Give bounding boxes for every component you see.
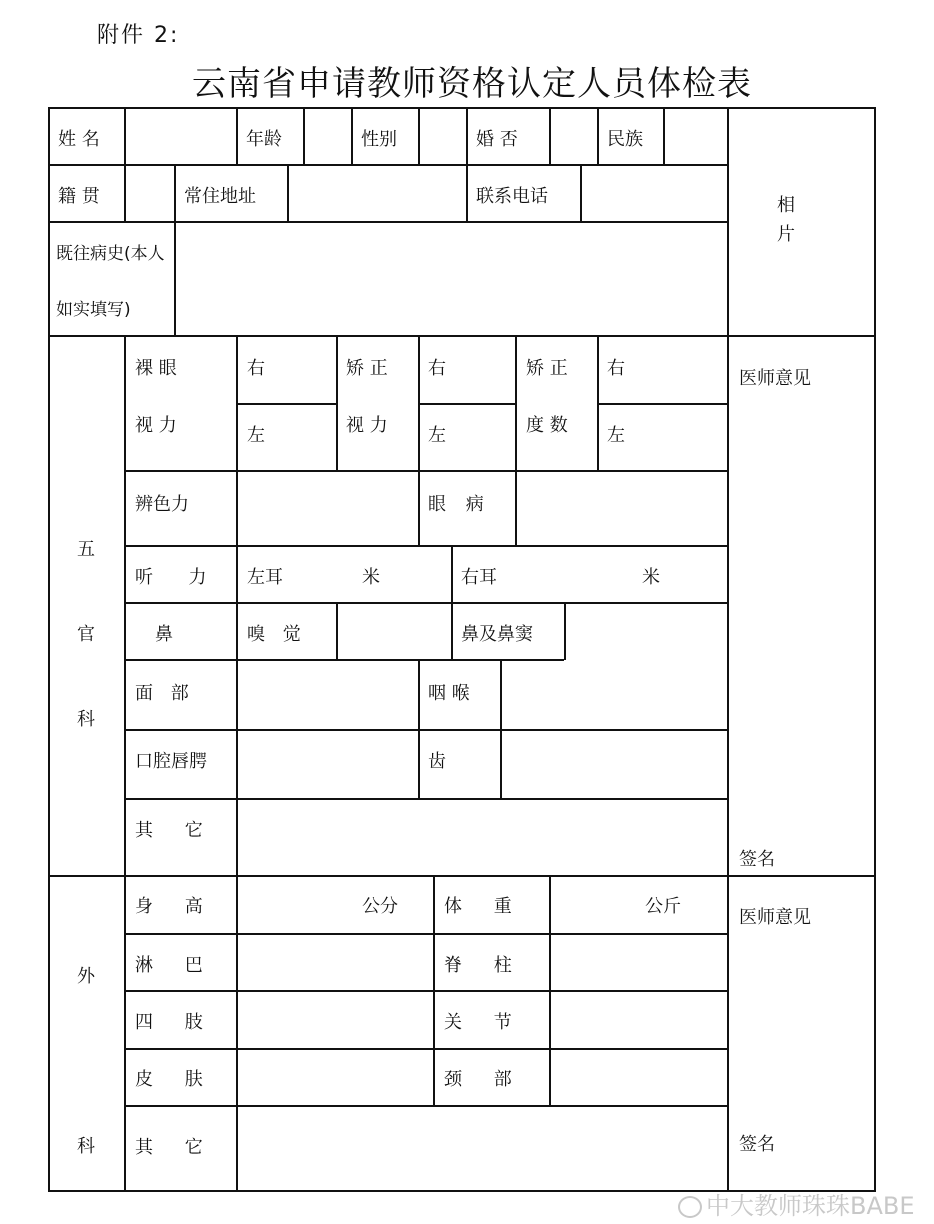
col-line [500, 659, 502, 799]
col-line [580, 164, 582, 222]
label-skin: 皮 肤 [135, 1069, 203, 1090]
col-line [174, 164, 176, 336]
label-naked-vision-1: 裸 眼 [135, 358, 177, 379]
row-line [124, 545, 728, 547]
label-name: 姓 名 [58, 129, 100, 150]
label-teeth: 齿 [428, 751, 446, 772]
label-left-ear: 左耳 [247, 567, 283, 588]
col-line [564, 602, 566, 660]
label-phone: 联系电话 [476, 186, 548, 207]
row-line [124, 729, 728, 731]
col-line [597, 107, 599, 165]
label-signature: 签名 [739, 849, 775, 870]
col-line [351, 107, 353, 165]
col-line [287, 164, 289, 222]
label-left: 左 [428, 425, 446, 446]
label-age: 年龄 [246, 129, 282, 150]
label-left: 左 [247, 425, 265, 446]
section-char: 科 [77, 1136, 95, 1157]
col-line [466, 107, 468, 222]
unit-meter: 米 [362, 567, 380, 588]
col-line [418, 659, 420, 799]
label-gender: 性别 [361, 129, 397, 150]
section-char: 外 [77, 966, 95, 987]
label-nose-sinus: 鼻及鼻窦 [461, 624, 533, 645]
border-right [874, 107, 876, 1192]
attachment-label: 附件 2: [97, 23, 180, 48]
col-line [451, 545, 453, 660]
label-corrected-vision-1: 矫 正 [346, 358, 388, 379]
label-corrected-vision-2: 视 力 [346, 415, 388, 436]
section-line-ent [48, 335, 876, 337]
col-line [663, 107, 665, 165]
label-doctor-opinion: 医师意见 [739, 368, 811, 389]
section-char: 官 [77, 624, 95, 645]
row-line [124, 470, 728, 472]
col-line [303, 107, 305, 165]
col-line [418, 335, 420, 546]
unit-cm: 公分 [362, 896, 398, 917]
watermark [678, 1186, 915, 1221]
form-title: 云南省申请教师资格认定人员体检表 [192, 64, 752, 104]
label-joints: 关 节 [444, 1012, 512, 1033]
weibo-icon [678, 1196, 702, 1218]
label-right: 右 [607, 358, 625, 379]
col-line [549, 875, 551, 1106]
label-correction-degree-1: 矫 正 [526, 358, 568, 379]
label-other: 其 它 [135, 1137, 203, 1158]
row-line [124, 602, 728, 604]
label-left: 左 [607, 425, 625, 446]
label-right: 右 [428, 358, 446, 379]
label-signature: 签名 [739, 1134, 775, 1155]
label-address: 常住地址 [184, 186, 256, 207]
row-line [48, 164, 728, 166]
label-eye-disease: 眼 病 [428, 494, 484, 515]
label-smell: 嗅 觉 [247, 624, 301, 645]
row-line [124, 1048, 728, 1050]
section-char: 五 [77, 539, 95, 560]
border-top [48, 107, 876, 109]
col-line-opinion [727, 107, 729, 1192]
row-line [418, 403, 516, 405]
label-color-vision: 辨色力 [135, 494, 189, 515]
label-throat: 咽 喉 [428, 683, 470, 704]
section-line-surgery [48, 875, 876, 877]
label-nose: 鼻 [155, 624, 173, 645]
label-photo-2: 片 [777, 224, 795, 245]
label-naked-vision-2: 视 力 [135, 415, 177, 436]
label-marital: 婚 否 [476, 129, 518, 150]
row-line [598, 403, 728, 405]
label-height: 身 高 [135, 896, 203, 917]
row-line [124, 933, 728, 935]
row-line [124, 659, 564, 661]
col-line [336, 335, 338, 471]
label-photo-1: 相 [777, 195, 795, 216]
label-face: 面 部 [135, 683, 189, 704]
label-other: 其 它 [135, 820, 203, 841]
row-line [48, 221, 728, 223]
unit-meter: 米 [642, 567, 660, 588]
label-history-line1: 既往病史(本人 [56, 244, 165, 264]
label-history-line2: 如实填写) [56, 300, 131, 320]
row-line [124, 798, 728, 800]
section-char: 科 [77, 709, 95, 730]
row-line [124, 1105, 728, 1107]
row-line [124, 990, 728, 992]
watermark-text: 中大教师珠珠BABE [706, 1192, 915, 1220]
label-native-place: 籍 贯 [58, 186, 100, 207]
label-correction-degree-2: 度 数 [526, 415, 568, 436]
col-line [124, 107, 126, 222]
col-line [336, 602, 338, 660]
col-line [549, 107, 551, 165]
label-weight: 体 重 [444, 896, 512, 917]
border-left [48, 107, 50, 1192]
label-ethnicity: 民族 [607, 129, 643, 150]
unit-kg: 公斤 [645, 896, 681, 917]
col-line [124, 335, 126, 1192]
row-line [236, 403, 337, 405]
label-oral: 口腔唇腭 [135, 751, 207, 772]
label-right-ear: 右耳 [461, 567, 497, 588]
label-neck: 颈 部 [444, 1069, 512, 1090]
col-line [515, 335, 517, 546]
label-right: 右 [247, 358, 265, 379]
col-line [236, 335, 238, 1192]
label-lymph: 淋 巴 [135, 955, 203, 976]
col-line [433, 875, 435, 1106]
label-doctor-opinion: 医师意见 [739, 907, 811, 928]
col-line [418, 107, 420, 165]
label-spine: 脊 柱 [444, 955, 512, 976]
label-limbs: 四 肢 [135, 1012, 203, 1033]
col-line [597, 335, 599, 471]
label-hearing: 听 力 [135, 567, 207, 588]
col-line [236, 107, 238, 165]
